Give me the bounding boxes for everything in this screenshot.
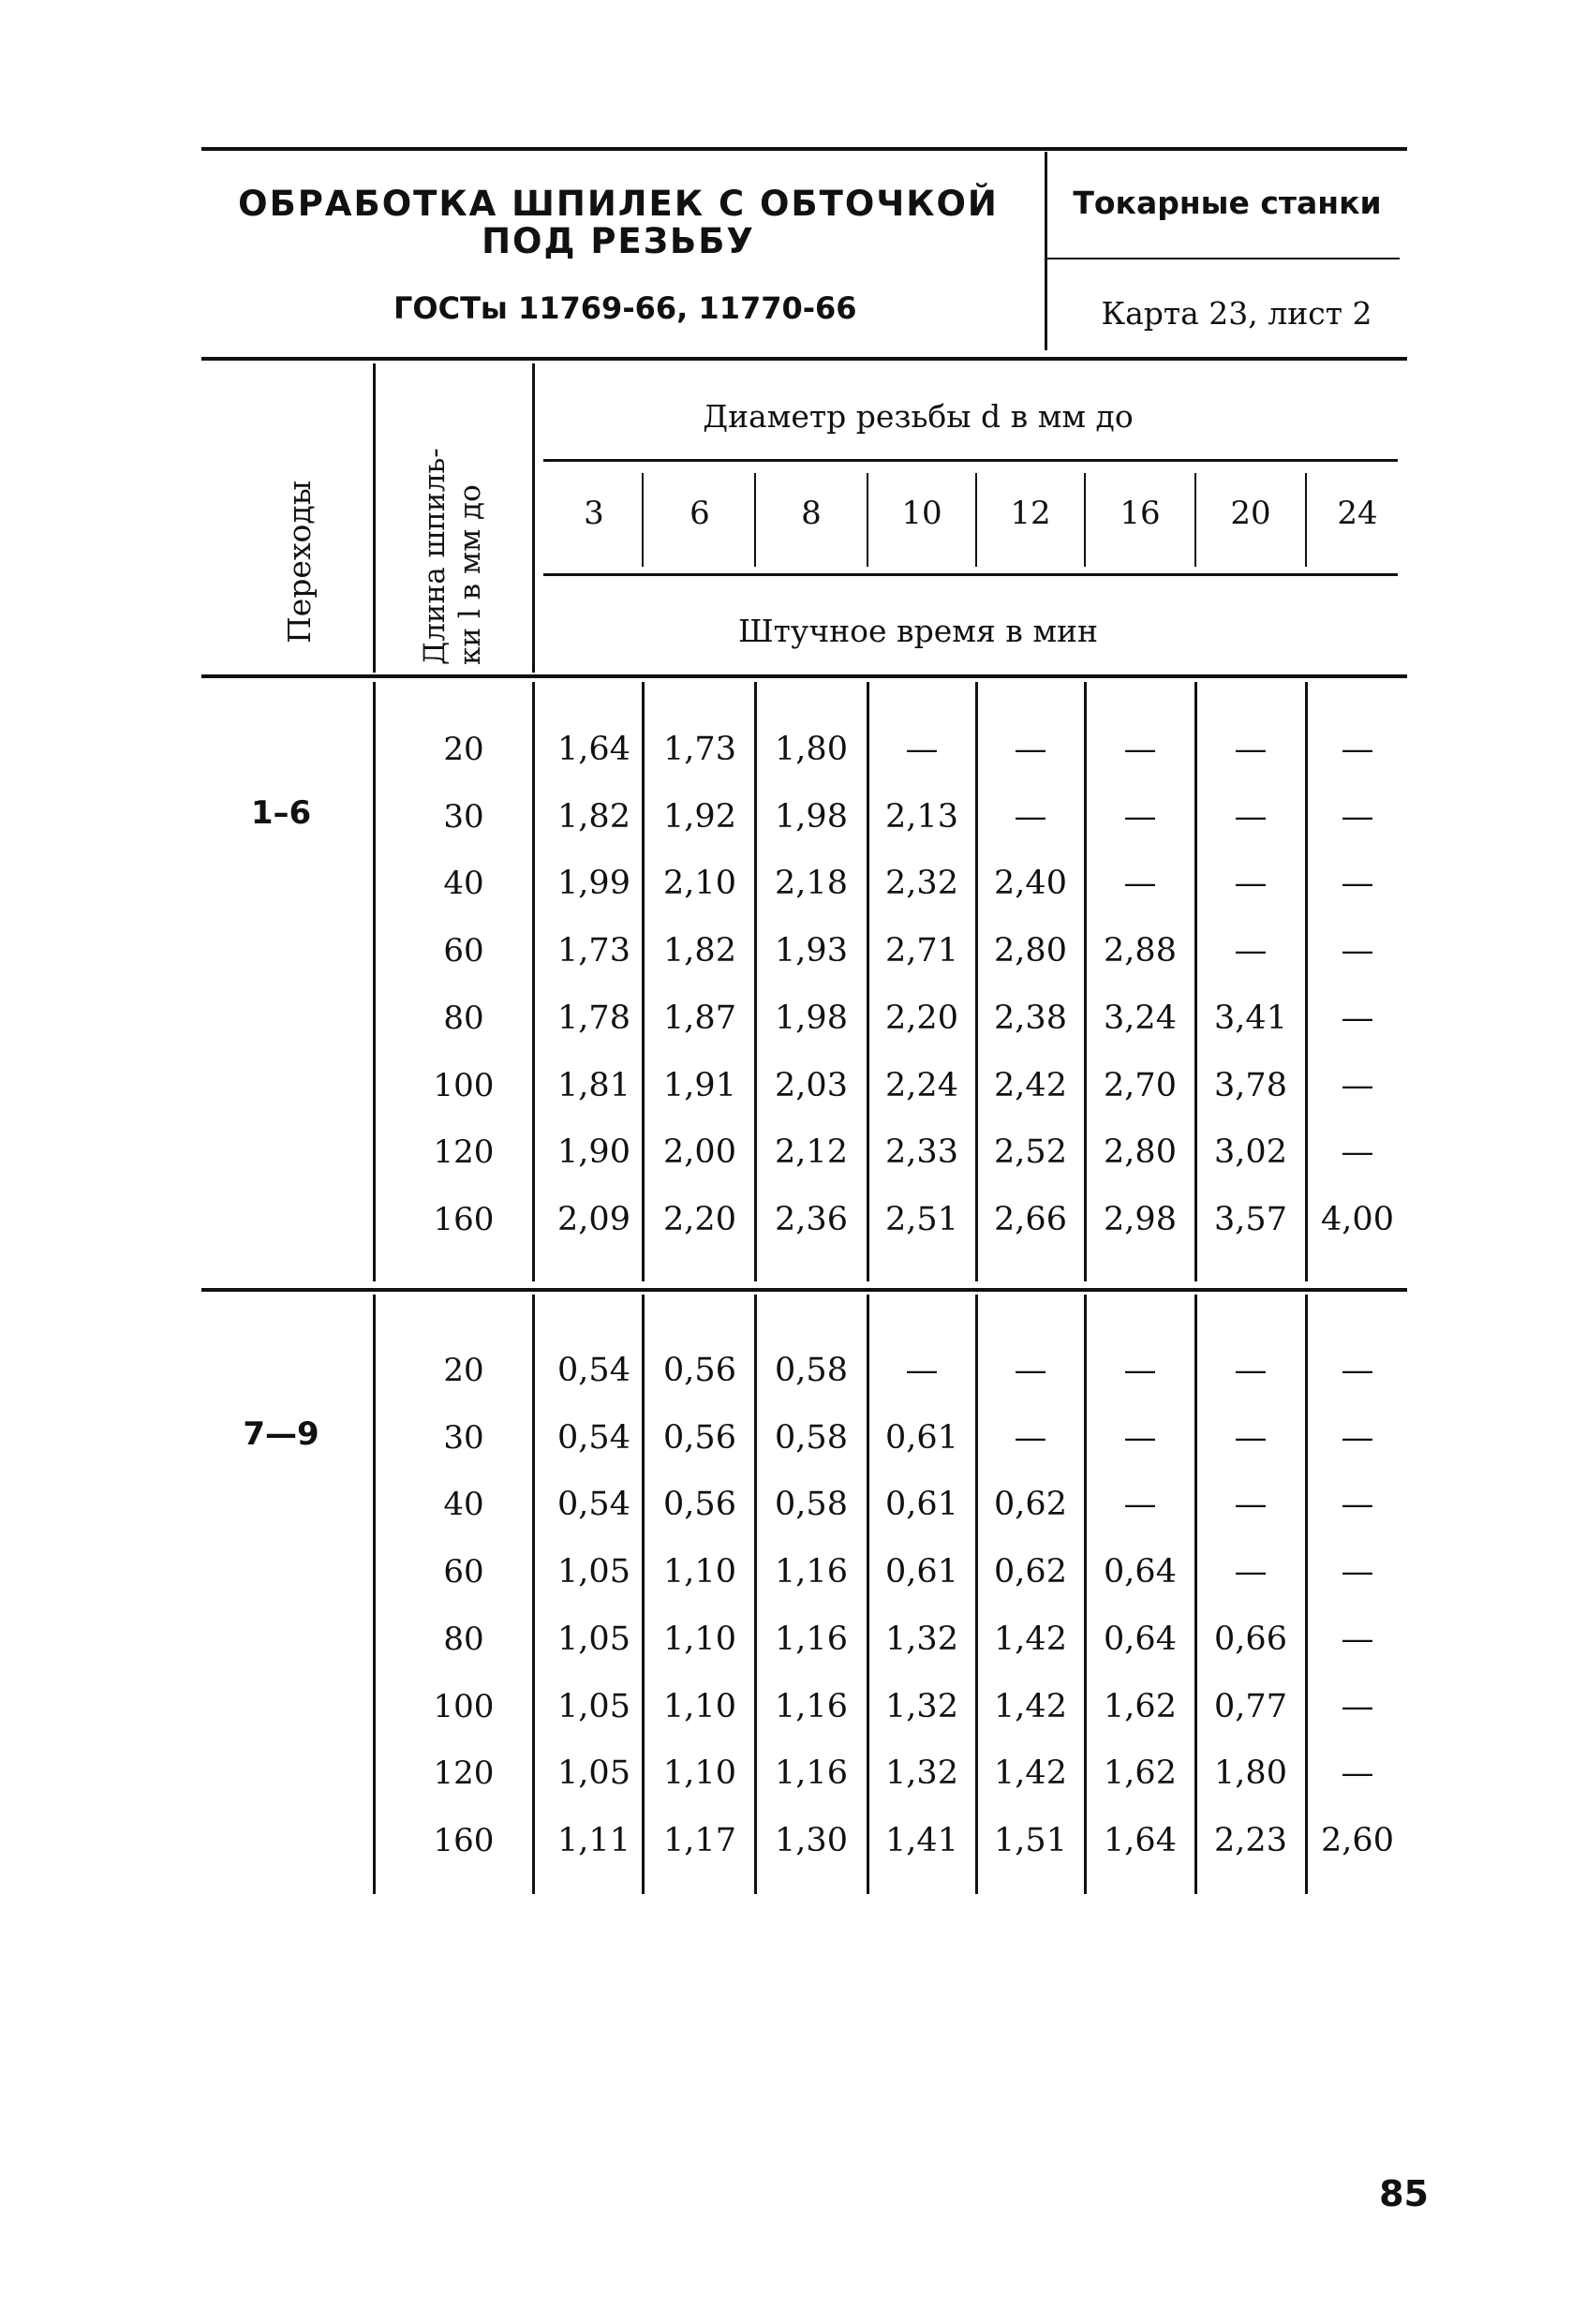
time-cell: — bbox=[1341, 1066, 1374, 1104]
length-header-text: Длина шпиль-ки l в мм до bbox=[418, 448, 487, 665]
time-cell: 2,13 bbox=[885, 797, 958, 836]
time-cell: 1,16 bbox=[775, 1620, 848, 1658]
time-cell: 0,61 bbox=[885, 1418, 958, 1457]
time-cell: 0,58 bbox=[775, 1418, 848, 1457]
body-col-divider bbox=[975, 682, 978, 1281]
time-cell: 1,98 bbox=[775, 999, 848, 1037]
header-divider bbox=[1045, 152, 1047, 350]
col-divider-2 bbox=[532, 363, 535, 673]
time-cell: 1,41 bbox=[885, 1821, 958, 1859]
time-cell: 1,64 bbox=[557, 731, 630, 768]
time-cell: — bbox=[1123, 1486, 1157, 1524]
body-col-divider bbox=[642, 682, 645, 1281]
time-cell: 2,60 bbox=[1321, 1821, 1394, 1859]
time-cell: 0,64 bbox=[1104, 1620, 1177, 1658]
time-cell: 2,32 bbox=[885, 865, 958, 903]
length-cell: 40 bbox=[443, 865, 484, 903]
time-cell: 0,66 bbox=[1214, 1620, 1287, 1658]
time-cell: — bbox=[1234, 865, 1268, 903]
group-label: 1–6 bbox=[250, 794, 312, 833]
time-cell: 0,56 bbox=[663, 1486, 736, 1524]
dia-div bbox=[642, 473, 644, 567]
time-cell: 0,58 bbox=[775, 1486, 848, 1524]
time-cell: 1,10 bbox=[663, 1553, 736, 1591]
time-cell: 1,32 bbox=[885, 1754, 958, 1793]
diameter-rule bbox=[543, 459, 1398, 462]
machine-type: Токарные станки bbox=[1073, 185, 1382, 221]
length-cell: 100 bbox=[433, 1066, 495, 1104]
time-cell: — bbox=[1341, 999, 1374, 1037]
time-cell: 2,00 bbox=[663, 1133, 736, 1172]
length-cell: 30 bbox=[443, 1418, 484, 1457]
time-cell: 2,98 bbox=[1104, 1200, 1177, 1238]
time-cell: 2,36 bbox=[775, 1200, 848, 1238]
time-cell: 3,78 bbox=[1214, 1066, 1287, 1104]
time-cell: — bbox=[1341, 865, 1374, 903]
time-cell: 0,54 bbox=[557, 1486, 630, 1524]
time-cell: 1,17 bbox=[663, 1821, 736, 1859]
time-cell: 1,42 bbox=[994, 1754, 1067, 1793]
page-number: 85 bbox=[1379, 2173, 1429, 2214]
document-title bbox=[225, 185, 1012, 260]
dia-div bbox=[1194, 473, 1196, 567]
time-cell: — bbox=[1234, 797, 1268, 836]
time-cell: 1,62 bbox=[1104, 1754, 1177, 1793]
time-cell: 0,77 bbox=[1214, 1687, 1287, 1725]
length-cell: 20 bbox=[443, 1352, 484, 1389]
time-cell: 1,92 bbox=[663, 797, 736, 836]
time-cell: 0,64 bbox=[1104, 1553, 1177, 1591]
time-cell: — bbox=[1123, 865, 1157, 903]
time-cell: 2,40 bbox=[994, 865, 1067, 903]
diameter-24: 24 bbox=[1337, 495, 1378, 532]
time-cell: — bbox=[1341, 1620, 1374, 1658]
dia-div bbox=[975, 473, 977, 567]
time-cell: 2,18 bbox=[775, 865, 848, 903]
group-separator bbox=[201, 1288, 1407, 1292]
time-cell: 2,23 bbox=[1214, 1821, 1287, 1859]
time-cell: 0,56 bbox=[663, 1352, 736, 1389]
length-cell: 30 bbox=[443, 797, 484, 836]
time-cell: — bbox=[1341, 1133, 1374, 1172]
time-header: Штучное время в мин bbox=[738, 613, 1098, 649]
time-cell: — bbox=[1123, 1418, 1157, 1457]
time-cell: — bbox=[1341, 1486, 1374, 1524]
time-cell: 0,54 bbox=[557, 1352, 630, 1389]
time-cell: 2,12 bbox=[775, 1133, 848, 1172]
time-cell: — bbox=[1341, 932, 1374, 970]
length-header bbox=[417, 422, 492, 665]
length-cell: 100 bbox=[433, 1687, 495, 1725]
time-cell: 1,10 bbox=[663, 1687, 736, 1725]
time-cell: — bbox=[1123, 1352, 1157, 1389]
length-cell: 60 bbox=[443, 932, 484, 970]
time-cell: 2,71 bbox=[885, 932, 958, 970]
time-cell: 2,33 bbox=[885, 1133, 958, 1172]
length-cell: 20 bbox=[443, 731, 484, 768]
header-right-rule bbox=[1047, 258, 1400, 259]
time-cell: 2,42 bbox=[994, 1066, 1067, 1104]
title-line-1: ОБРАБОТКА ШПИЛЕК С ОБТОЧКОЙ bbox=[238, 184, 999, 224]
body-col-divider bbox=[373, 682, 376, 1281]
time-cell: — bbox=[905, 731, 939, 768]
time-cell: 0,58 bbox=[775, 1352, 848, 1389]
group-label: 7—9 bbox=[243, 1415, 319, 1454]
time-cell: 1,32 bbox=[885, 1620, 958, 1658]
time-cell: — bbox=[905, 1352, 939, 1389]
time-cell: — bbox=[1014, 1352, 1047, 1389]
title-line-2: ПОД РЕЗЬБУ bbox=[482, 221, 755, 261]
time-cell: 3,41 bbox=[1214, 999, 1287, 1037]
dia-div bbox=[1305, 473, 1307, 567]
time-cell: 1,80 bbox=[1214, 1754, 1287, 1793]
time-cell: — bbox=[1341, 731, 1374, 768]
time-cell: — bbox=[1341, 1418, 1374, 1457]
time-cell: 2,88 bbox=[1104, 932, 1177, 970]
time-cell: 0,62 bbox=[994, 1553, 1067, 1591]
time-cell: 2,80 bbox=[1104, 1133, 1177, 1172]
time-cell: 0,62 bbox=[994, 1486, 1067, 1524]
time-cell: 0,54 bbox=[557, 1418, 630, 1457]
time-cell: 2,66 bbox=[994, 1200, 1067, 1238]
body-col-divider bbox=[532, 1295, 535, 1894]
time-cell: — bbox=[1341, 1352, 1374, 1389]
time-cell: 1,11 bbox=[557, 1821, 630, 1859]
time-cell: 2,03 bbox=[775, 1066, 848, 1104]
diameter-12: 12 bbox=[1010, 495, 1051, 532]
time-cell: 1,62 bbox=[1104, 1687, 1177, 1725]
time-cell: 1,80 bbox=[775, 731, 848, 768]
body-col-divider bbox=[1305, 682, 1308, 1281]
dia-div bbox=[754, 473, 756, 567]
time-cell: — bbox=[1014, 1418, 1047, 1457]
length-cell: 40 bbox=[443, 1486, 484, 1524]
time-cell: 2,09 bbox=[557, 1200, 630, 1238]
time-cell: 1,05 bbox=[557, 1553, 630, 1591]
dia-div bbox=[1084, 473, 1086, 567]
time-cell: 1,42 bbox=[994, 1620, 1067, 1658]
time-cell: — bbox=[1123, 797, 1157, 836]
time-cell: 1,16 bbox=[775, 1687, 848, 1725]
diameter-header: Диаметр резьбы d в мм до bbox=[703, 398, 1134, 435]
table-header-bottom-rule bbox=[201, 674, 1407, 678]
time-cell: 2,70 bbox=[1104, 1066, 1177, 1104]
diameter-8: 8 bbox=[801, 495, 822, 532]
body-col-divider bbox=[754, 682, 757, 1281]
time-cell: 2,80 bbox=[994, 932, 1067, 970]
time-cell: 1,64 bbox=[1104, 1821, 1177, 1859]
top-rule bbox=[201, 147, 1407, 151]
length-cell: 80 bbox=[443, 999, 484, 1037]
time-cell: — bbox=[1014, 731, 1047, 768]
body-col-divider bbox=[373, 1295, 376, 1894]
time-cell: — bbox=[1234, 932, 1268, 970]
diameter-6: 6 bbox=[690, 495, 710, 532]
time-cell: 2,38 bbox=[994, 999, 1067, 1037]
time-cell: 2,52 bbox=[994, 1133, 1067, 1172]
length-cell: 60 bbox=[443, 1553, 484, 1591]
diameter-20: 20 bbox=[1230, 495, 1271, 532]
time-cell: 1,10 bbox=[663, 1754, 736, 1793]
time-cell: — bbox=[1234, 731, 1268, 768]
time-cell: 1,91 bbox=[663, 1066, 736, 1104]
time-cell: 1,30 bbox=[775, 1821, 848, 1859]
time-cell: 1,73 bbox=[663, 731, 736, 768]
time-cell: 1,42 bbox=[994, 1687, 1067, 1725]
time-cell: 4,00 bbox=[1321, 1200, 1394, 1238]
diameter-3: 3 bbox=[584, 495, 604, 532]
time-cell: 1,10 bbox=[663, 1620, 736, 1658]
time-cell: — bbox=[1234, 1418, 1268, 1457]
card-number: Карта 23, лист 2 bbox=[1101, 295, 1372, 332]
time-cell: 1,16 bbox=[775, 1754, 848, 1793]
time-cell: 2,24 bbox=[885, 1066, 958, 1104]
body-col-divider bbox=[1084, 682, 1087, 1281]
time-cell: 2,20 bbox=[885, 999, 958, 1037]
time-cell: 1,05 bbox=[557, 1754, 630, 1793]
time-cell: — bbox=[1341, 797, 1374, 836]
body-col-divider bbox=[1194, 682, 1197, 1281]
time-cell: 3,02 bbox=[1214, 1133, 1287, 1172]
time-cell: 1,32 bbox=[885, 1687, 958, 1725]
time-cell: 1,82 bbox=[557, 797, 630, 836]
time-cell: 0,61 bbox=[885, 1553, 958, 1591]
time-cell: 1,81 bbox=[557, 1066, 630, 1104]
diameter-10: 10 bbox=[901, 495, 942, 532]
body-col-divider bbox=[867, 682, 869, 1281]
time-cell: — bbox=[1341, 1687, 1374, 1725]
length-cell: 160 bbox=[433, 1821, 495, 1859]
time-cell: 3,24 bbox=[1104, 999, 1177, 1037]
length-cell: 120 bbox=[433, 1754, 495, 1793]
time-cell: — bbox=[1234, 1553, 1268, 1591]
time-cell: — bbox=[1341, 1553, 1374, 1591]
length-cell: 160 bbox=[433, 1200, 495, 1238]
time-cell: 1,93 bbox=[775, 932, 848, 970]
time-cell: 1,73 bbox=[557, 932, 630, 970]
time-cell: 1,90 bbox=[557, 1133, 630, 1172]
time-cell: 1,05 bbox=[557, 1620, 630, 1658]
time-cell: — bbox=[1341, 1754, 1374, 1793]
gost-reference: ГОСТы 11769-66, 11770-66 bbox=[393, 290, 857, 326]
body-col-divider bbox=[532, 682, 535, 1281]
time-cell: — bbox=[1234, 1352, 1268, 1389]
time-cell: 1,87 bbox=[663, 999, 736, 1037]
header-bottom-rule bbox=[201, 357, 1407, 361]
time-cell: — bbox=[1234, 1486, 1268, 1524]
time-cell: 0,56 bbox=[663, 1418, 736, 1457]
diameter-16: 16 bbox=[1120, 495, 1161, 532]
time-cell: — bbox=[1123, 731, 1157, 768]
time-cell: 2,51 bbox=[885, 1200, 958, 1238]
time-cell: 1,78 bbox=[557, 999, 630, 1037]
time-cell: 1,99 bbox=[557, 865, 630, 903]
time-cell: 3,57 bbox=[1214, 1200, 1287, 1238]
time-cell: 1,98 bbox=[775, 797, 848, 836]
transitions-header: Переходы bbox=[281, 480, 318, 644]
length-cell: 80 bbox=[443, 1620, 484, 1658]
time-cell: 2,20 bbox=[663, 1200, 736, 1238]
col-divider-1 bbox=[373, 363, 376, 673]
time-cell: 1,05 bbox=[557, 1687, 630, 1725]
dia-div bbox=[867, 473, 868, 567]
time-cell: 1,16 bbox=[775, 1553, 848, 1591]
time-cell: — bbox=[1014, 797, 1047, 836]
length-cell: 120 bbox=[433, 1133, 495, 1172]
time-cell: 2,10 bbox=[663, 865, 736, 903]
time-cell: 1,82 bbox=[663, 932, 736, 970]
diameter-bottom-rule bbox=[543, 573, 1398, 576]
time-cell: 1,51 bbox=[994, 1821, 1067, 1859]
time-cell: 0,61 bbox=[885, 1486, 958, 1524]
